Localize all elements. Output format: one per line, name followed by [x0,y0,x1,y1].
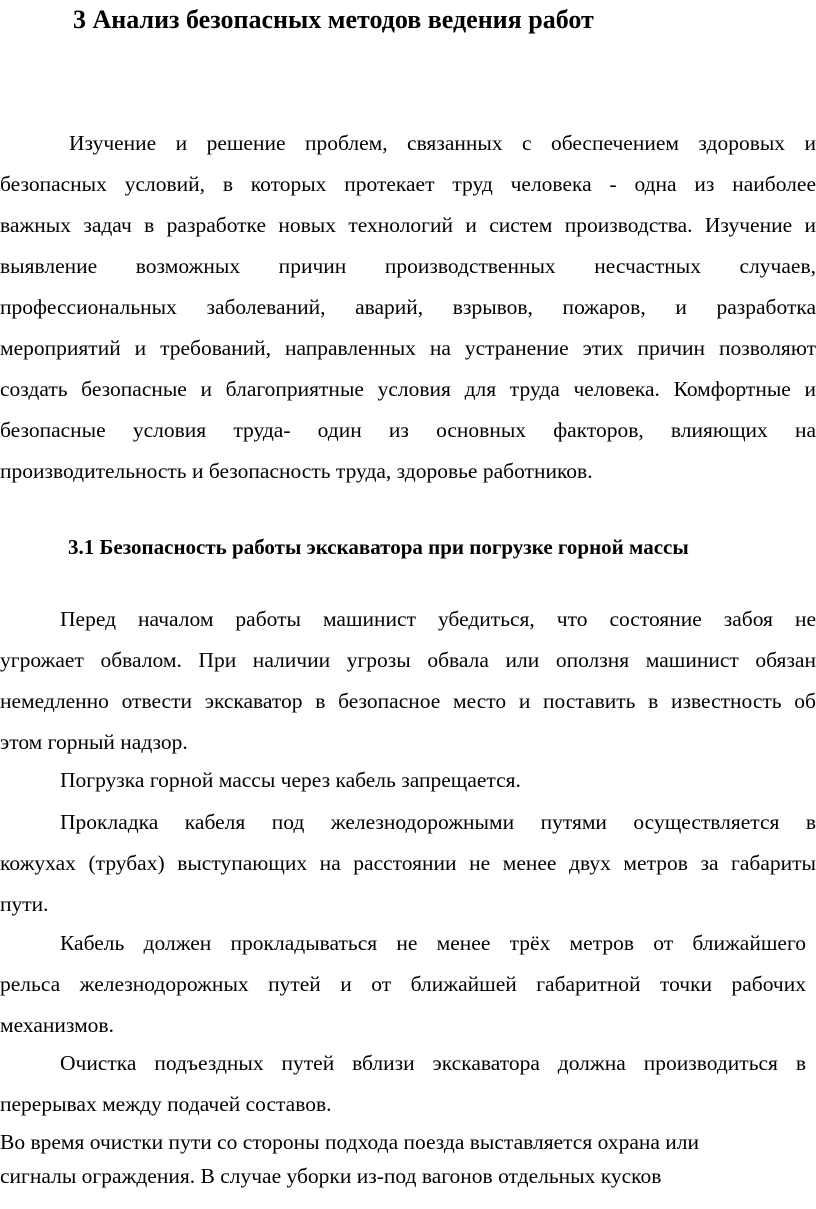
paragraph-line: сигналы ограждения. В случае уборки из-под вагонов отдельных кусков [0,1164,662,1188]
paragraph-line: мероприятий и требований, направленных на устранение этих причин позволяют [0,336,816,360]
paragraph-line: рельса железнодорожных путей и от ближайшей габаритной точки рабочих [0,972,806,996]
paragraph-line: Изучение и решение проблем, связанных с обеспечением здоровых и [69,131,816,155]
loading-rule-paragraph [0,760,816,801]
paragraph-line: Прокладка кабеля под железнодорожными путями осуществляется в [60,810,816,834]
cable-distance-paragraph [0,923,816,1046]
paragraph-line: важных задач в разработке новых технологий и систем производства. Изучение и [0,213,816,237]
paragraph-line: безопасные условия труда- один из основных факторов, влияющих на [0,418,816,442]
excavator-check-paragraph [0,599,816,763]
track-cleaning-paragraph [0,1043,816,1125]
paragraph-line: перерывах между подачей составов. [0,1092,332,1116]
paragraph-line: угрожает обвалом. При наличии угрозы обвала или оползня машинист обязан [0,648,816,672]
paragraph-line: безопасных условий, в которых протекает труд человека - одна из наиболее [0,172,816,196]
paragraph-line: Погрузка горной массы через кабель запрещается. [60,768,521,792]
paragraph-line: Перед началом работы машинист убедиться, что состояние забоя не [60,607,816,631]
paragraph-line: этом горный надзор. [0,730,188,754]
paragraph-line: пути. [0,892,49,916]
paragraph-line: кожухах (трубах) выступающих на расстоянии не менее двух метров за габариты [0,851,816,875]
paragraph-line: Во время очистки пути со стороны подхода поезда выставляется охрана или [0,1130,700,1154]
paragraph-line: Очистка подъездных путей вблизи экскаватора должна производиться в [60,1051,806,1075]
train-guard-paragraph [0,1125,816,1193]
paragraph-line: создать безопасные и благоприятные условия для труда человека. Комфортные и [0,377,816,401]
cable-laying-paragraph [0,802,816,925]
paragraph-line: производительность и безопасность труда, здоровье работников. [0,459,593,483]
paragraph-line: механизмов. [0,1013,114,1037]
intro-paragraph [0,123,816,492]
paragraph-line: немедленно отвести экскаватор в безопасное место и поставить в известность об [0,689,816,713]
section-heading: 3 Анализ безопасных методов ведения работ [73,5,594,34]
subsection-heading: 3.1 Безопасность работы экскаватора при погрузке горной массы [68,535,689,559]
paragraph-line: профессиональных заболеваний, аварий, взрывов, пожаров, и разработка [0,295,816,319]
paragraph-line: Кабель должен прокладываться не менее трёх метров от ближайшего [60,931,806,955]
paragraph-line: выявление возможных причин производственных несчастных случаев, [0,254,816,278]
